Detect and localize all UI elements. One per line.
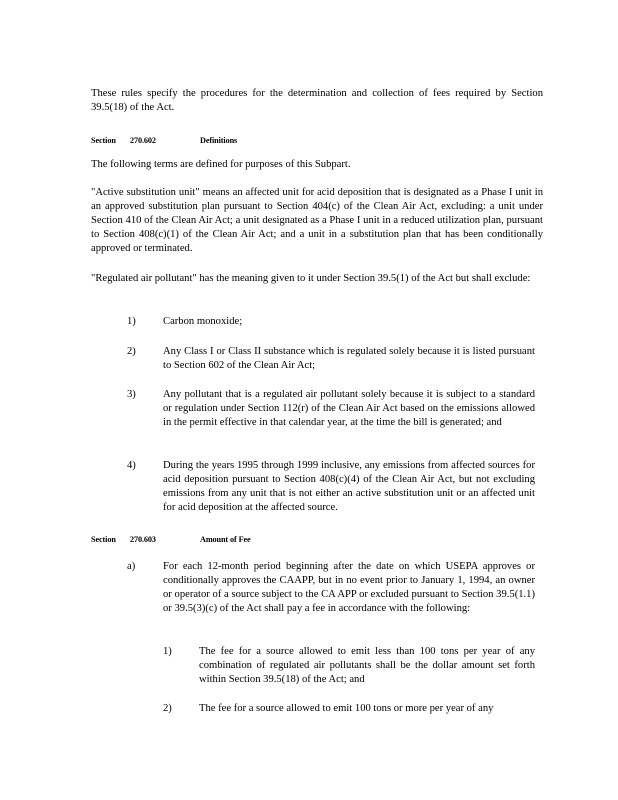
item-number: 1) xyxy=(127,316,136,327)
item-text: Any pollutant that is a regulated air pollutant solely because it is subject to a standard or regulation under Section 112(r) of the Clean Air Act based on the emissions allowed in the permit effective in that calendar year, at the time the bill is generated; and xyxy=(163,389,535,428)
item-text: During the years 1995 through 1999 inclusive, any emissions from affected sources for acid deposition pursuant to Section 408(c)(4) of the Clean Air Act, but not excluding emissions from any unit that is not either an active substitution unit or an affected unit for acid deposition at the affected source. xyxy=(163,460,535,513)
item-number: 2) xyxy=(127,346,136,357)
item-number: 4) xyxy=(127,460,136,471)
intro-paragraph: These rules specify the procedures for the determination and collection of fees required by Section 39.5(18) of the Act. xyxy=(91,88,543,113)
subsection-text: For each 12-month period beginning after the date on which USEPA approves or conditionally approves the CAAPP, but in no event prior to January 1, 1994, an owner or operator of a source subject to the CA APP or excluded pursuant to Section 39.5(1.1) or 39.5(3)(c) of the Act shall pay a fee in accordance with the following: xyxy=(163,561,535,614)
subsection-number: a) xyxy=(127,561,136,572)
section-number: 270.603 xyxy=(130,535,156,544)
item-text: Carbon monoxide; xyxy=(163,316,243,327)
item-number: 2) xyxy=(163,703,172,714)
item-number: 3) xyxy=(127,389,136,400)
item-text: The fee for a source allowed to emit less than 100 tons per year of any combination of regulated air pollutants shall be the dollar amount set forth within Section 39.5(18) of the Act; and xyxy=(199,646,535,685)
section-label: Section xyxy=(91,535,116,544)
section-title: Definitions xyxy=(200,136,238,145)
definitions-intro: The following terms are defined for purposes of this Subpart. xyxy=(91,159,351,170)
section-number: 270.602 xyxy=(130,136,156,145)
item-text: The fee for a source allowed to emit 100 tons or more per year of any xyxy=(199,703,494,714)
section-title: Amount of Fee xyxy=(200,535,251,544)
definition-regulated-air-pollutant: "Regulated air pollutant" has the meaning given to it under Section 39.5(1) of the Act but shall exclude: xyxy=(91,273,531,284)
item-text: Any Class I or Class II substance which is regulated solely because it is listed pursuant to Section 602 of the Clean Air Act; xyxy=(163,346,535,371)
item-number: 1) xyxy=(163,646,172,657)
definition-active-substitution-unit: "Active substitution unit" means an affected unit for acid deposition that is designated as a Phase I unit in an approved substitution plan pursuant to Section 404(c) of the Clean Air Act, excluding: a unit under Section 410 of the Clean Air Act; a unit designated as a Phase I unit in a reduced utilization plan, pursuant to Section 408(c)(1) of the Clean Air Act; and a unit in a substitution plan that has been conditionally approved or terminated. xyxy=(91,187,543,254)
section-label: Section xyxy=(91,136,116,145)
